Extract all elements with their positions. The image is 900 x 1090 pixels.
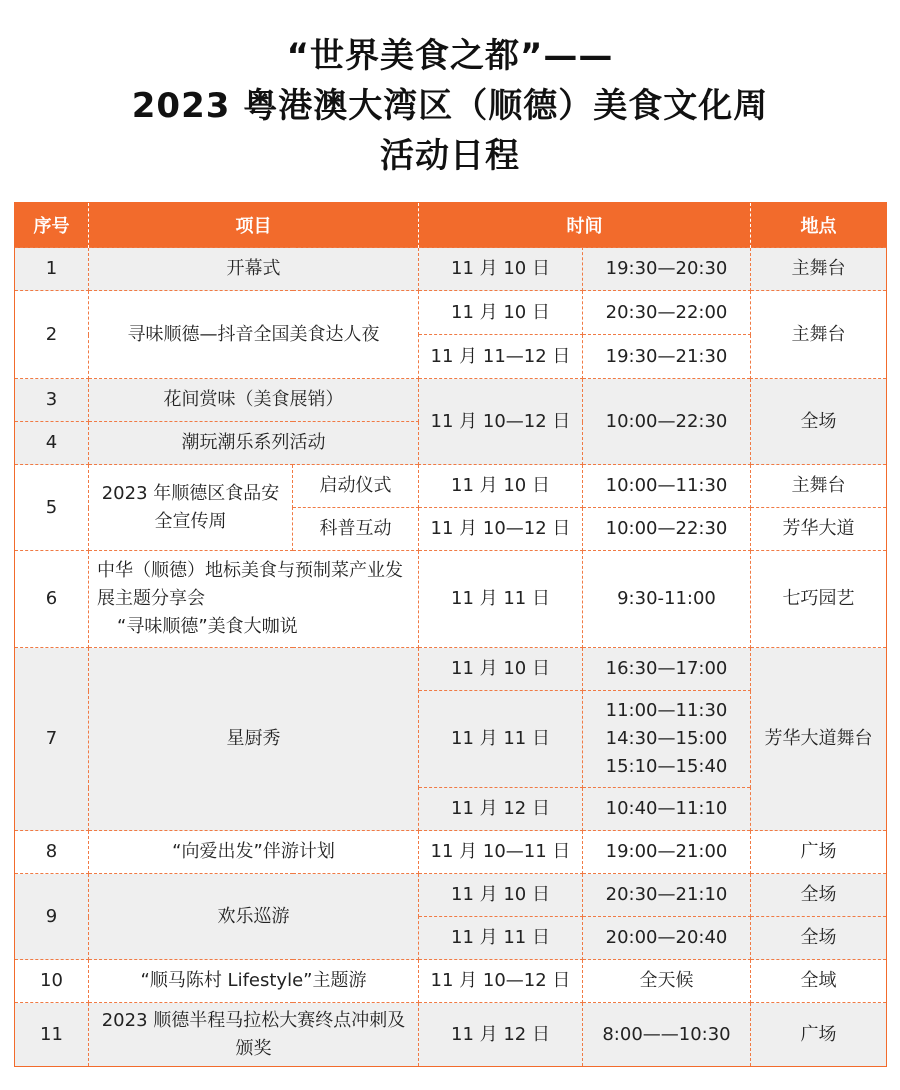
cell-time: 全天候: [583, 960, 751, 1003]
cell-date: 11 月 11 日: [419, 691, 583, 788]
cell-time: 10:00—11:30: [583, 465, 751, 508]
cell-date: 11 月 11 日: [419, 551, 583, 648]
time-line: 14:30—15:00: [605, 728, 728, 750]
cell-date: 11 月 10 日: [419, 291, 583, 335]
cell-place: 广场: [751, 831, 887, 874]
cell-no: 9: [15, 874, 89, 960]
table-row: [15, 960, 887, 1003]
cell-time: 10:00—22:30: [583, 379, 751, 465]
cell-item: “向爱出发”伴游计划: [89, 831, 419, 874]
table-row: [15, 874, 887, 917]
cell-item: 开幕式: [89, 248, 419, 291]
item-line: 中华（顺德）地标美食与预制菜产业发展主题分享会: [97, 560, 403, 610]
cell-item: 潮玩潮乐系列活动: [89, 422, 419, 465]
cell-date: 11 月 10 日: [419, 648, 583, 691]
cell-place: 主舞台: [751, 291, 887, 379]
title-line-1: “世界美食之都”——: [286, 36, 614, 76]
cell-no: 2: [15, 291, 89, 379]
header-place: 地点: [751, 203, 887, 248]
cell-place: 七巧园艺: [751, 551, 887, 648]
cell-no: 3: [15, 379, 89, 422]
cell-place: 全场: [751, 917, 887, 960]
cell-date: 11 月 10—12 日: [419, 379, 583, 465]
cell-time: 10:00—22:30: [583, 508, 751, 551]
header-item: 项目: [89, 203, 419, 248]
table-row: [15, 291, 887, 335]
title-line-3: 活动日程: [380, 136, 520, 176]
table-row: [15, 648, 887, 691]
cell-date: 11 月 10—12 日: [419, 960, 583, 1003]
cell-date: 11 月 10 日: [419, 874, 583, 917]
cell-date: 11 月 12 日: [419, 1003, 583, 1067]
cell-item: 2023 顺德半程马拉松大赛终点冲刺及颁奖: [89, 1003, 419, 1067]
cell-sub-item: 启动仪式: [293, 465, 419, 508]
cell-time: 19:30—20:30: [583, 248, 751, 291]
cell-no: 10: [15, 960, 89, 1003]
cell-time: 19:30—21:30: [583, 335, 751, 379]
cell-no: 5: [15, 465, 89, 551]
cell-date: 11 月 11—12 日: [419, 335, 583, 379]
cell-place: 全域: [751, 960, 887, 1003]
table-header-row: [15, 203, 887, 248]
header-time: 时间: [419, 203, 751, 248]
cell-no: 8: [15, 831, 89, 874]
cell-place: 全场: [751, 379, 887, 465]
cell-place: 广场: [751, 1003, 887, 1067]
cell-item: 欢乐巡游: [89, 874, 419, 960]
cell-date: 11 月 10—12 日: [419, 508, 583, 551]
cell-time: [583, 691, 751, 788]
cell-time: 20:30—22:00: [583, 291, 751, 335]
cell-place: 芳华大道舞台: [751, 648, 887, 831]
cell-place: 主舞台: [751, 465, 887, 508]
cell-no: 4: [15, 422, 89, 465]
time-line: 11:00—11:30: [605, 700, 728, 722]
cell-item: 花间赏味（美食展销）: [89, 379, 419, 422]
cell-date: 11 月 11 日: [419, 917, 583, 960]
table-row: [15, 465, 887, 508]
table-row: [15, 831, 887, 874]
cell-time: 10:40—11:10: [583, 788, 751, 831]
cell-item: 寻味顺德—抖音全国美食达人夜: [89, 291, 419, 379]
cell-place: 芳华大道: [751, 508, 887, 551]
cell-no: 1: [15, 248, 89, 291]
cell-no: 7: [15, 648, 89, 831]
table-row: [15, 1003, 887, 1067]
cell-time: 20:30—21:10: [583, 874, 751, 917]
cell-no: 11: [15, 1003, 89, 1067]
item-line: “寻味顺德”美食大咖说: [117, 615, 298, 637]
cell-time: 16:30—17:00: [583, 648, 751, 691]
header-no: 序号: [15, 203, 89, 248]
cell-date: 11 月 10 日: [419, 465, 583, 508]
table-row: [15, 551, 887, 648]
cell-date: 11 月 10 日: [419, 248, 583, 291]
title-line-2: 2023 粤港澳大湾区（顺德）美食文化周: [131, 86, 769, 126]
cell-time: 8:00——10:30: [583, 1003, 751, 1067]
cell-sub-item: 科普互动: [293, 508, 419, 551]
cell-place: 主舞台: [751, 248, 887, 291]
table-row: [15, 248, 887, 291]
cell-date: 11 月 12 日: [419, 788, 583, 831]
cell-date: 11 月 10—11 日: [419, 831, 583, 874]
cell-place: 全场: [751, 874, 887, 917]
cell-time: 19:00—21:00: [583, 831, 751, 874]
time-line: 15:10—15:40: [605, 755, 728, 777]
cell-item: [89, 551, 419, 648]
cell-time: 20:00—20:40: [583, 917, 751, 960]
schedule-table: [14, 202, 887, 1067]
cell-item: 2023 年顺德区食品安全宣传周: [89, 465, 293, 551]
cell-item: 星厨秀: [89, 648, 419, 831]
cell-time: 9:30-11:00: [583, 551, 751, 648]
cell-no: 6: [15, 551, 89, 648]
cell-item: “顺马陈村 Lifestyle”主题游: [89, 960, 419, 1003]
table-row: [15, 379, 887, 422]
